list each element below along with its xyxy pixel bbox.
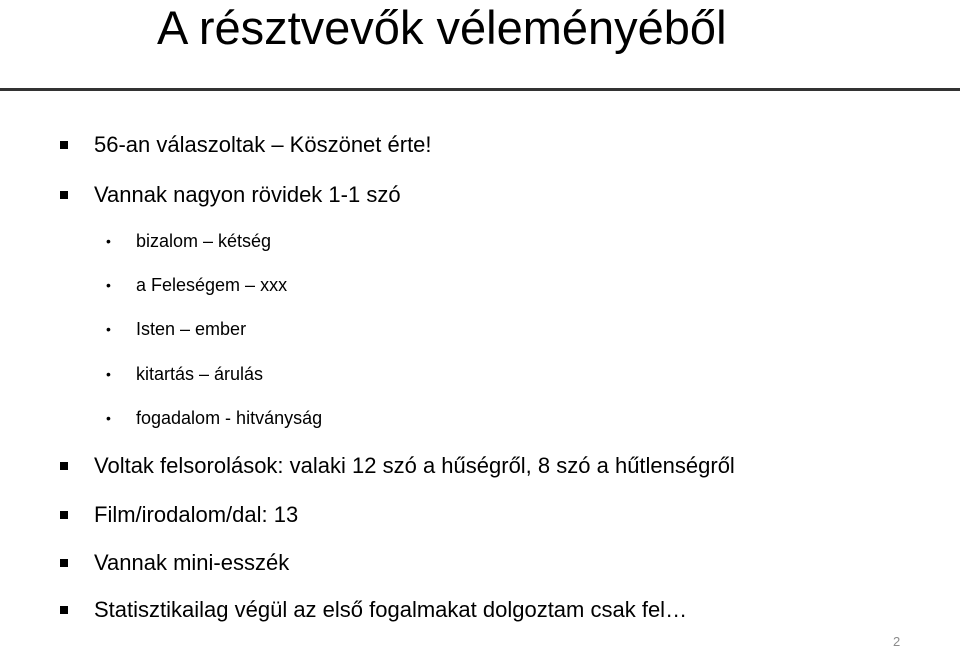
square-bullet-icon — [60, 511, 68, 519]
sub-bullet-text: bizalom – kétség — [136, 231, 272, 251]
sub-bullet-text: Isten – ember — [136, 319, 247, 339]
sub-bullet-text: a Feleségem – xxx — [136, 275, 288, 295]
square-bullet-icon — [60, 141, 68, 149]
dot-bullet-icon: • — [106, 277, 111, 293]
bullet-text: Vannak mini-esszék — [94, 550, 290, 575]
sub-bullet-text: kitartás – árulás — [136, 364, 264, 384]
square-bullet-icon — [60, 559, 68, 567]
bullet-text: Film/irodalom/dal: 13 — [94, 502, 299, 527]
title-divider — [0, 88, 960, 91]
bullet-text: 56-an válaszoltak – Köszönet érte! — [94, 132, 432, 157]
bullet-text: Vannak nagyon rövidek 1-1 szó — [94, 182, 401, 207]
slide-title: A résztvevők véleményéből — [157, 1, 727, 54]
dot-bullet-icon: • — [106, 366, 111, 382]
square-bullet-icon — [60, 606, 68, 614]
square-bullet-icon — [60, 191, 68, 199]
dot-bullet-icon: • — [106, 321, 111, 337]
bullet-text: Statisztikailag végül az első fogalmakat dolgoztam csak fel… — [94, 597, 688, 622]
sub-bullet-text: fogadalom - hitványság — [136, 408, 323, 428]
bullet-text: Voltak felsorolások: valaki 12 szó a hűségről, 8 szó a hűtlenségről — [94, 453, 735, 478]
square-bullet-icon — [60, 462, 68, 470]
dot-bullet-icon: • — [106, 233, 111, 249]
page-number: 2 — [893, 634, 901, 649]
dot-bullet-icon: • — [106, 410, 111, 426]
